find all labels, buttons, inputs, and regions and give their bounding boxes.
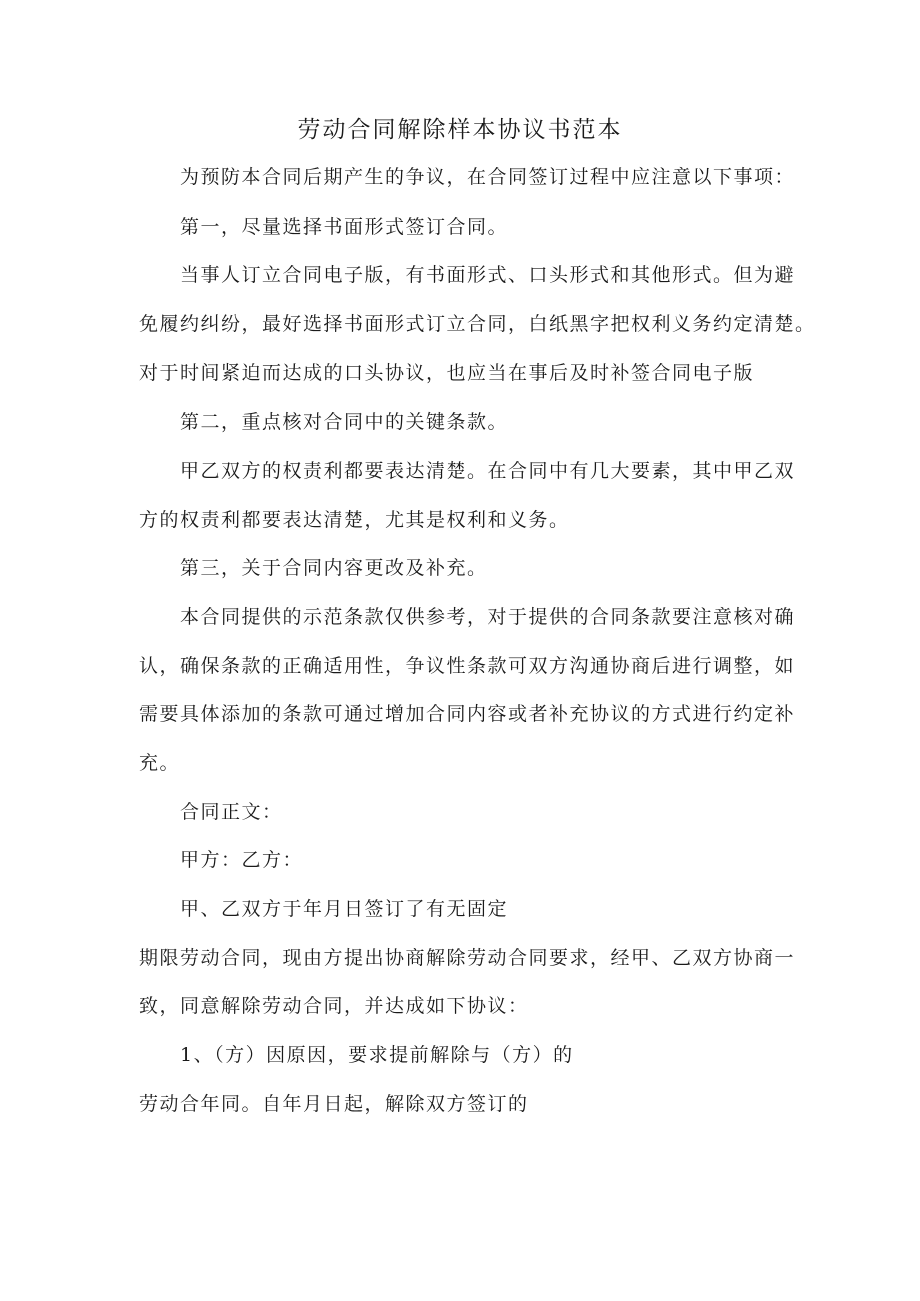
point-two-heading: 第二，重点核对合同中的关键条款。 (180, 411, 509, 433)
parties-line: 甲方：乙方： (180, 849, 304, 871)
paragraph-line: 认，确保条款的正确适用性，争议性条款可双方沟通协商后进行调整，如 (139, 655, 796, 677)
paragraph-line: 致，同意解除劳动合同，并达成如下协议： (139, 995, 529, 1017)
clause-item: 1、（方）因原因，要求提前解除与（方）的 (180, 1044, 574, 1066)
contract-body-heading: 合同正文： (180, 801, 283, 823)
point-three-heading: 第三，关于合同内容更改及补充。 (180, 557, 488, 579)
paragraph-line: 劳动合年同。自年月日起，解除双方签订的 (139, 1093, 529, 1115)
paragraph-line: 甲乙双方的权责利都要表达清楚。在合同中有几大要素，其中甲乙双 (180, 460, 796, 482)
paragraph-line: 本合同提供的示范条款仅供参考，对于提供的合同条款要注意核对确 (180, 606, 796, 628)
paragraph-line: 当事人订立合同电子版，有书面形式、口头形式和其他形式。但为避 (180, 264, 796, 286)
paragraph-line: 充。 (139, 752, 181, 774)
paragraph-line: 对于时间紧迫而达成的口头协议，也应当在事后及时补签合同电子版 (139, 362, 755, 384)
document-title: 劳动合同解除样本协议书范本 (297, 117, 623, 143)
paragraph-line: 需要具体添加的条款可通过增加合同内容或者补充协议的方式进行约定补 (139, 703, 796, 725)
paragraph-line: 期限劳动合同，现由方提出协商解除劳动合同要求，经甲、乙双方协商一 (139, 947, 796, 969)
paragraph-line: 方的权责利都要表达清楚，尤其是权利和义务。 (139, 509, 570, 531)
paragraph-line: 免履约纠纷，最好选择书面形式订立合同，白纸黑字把权利义务约定清楚。 (139, 313, 816, 335)
intro-line: 为预防本合同后期产生的争议，在合同签订过程中应注意以下事项： (180, 166, 796, 188)
paragraph-line: 甲、乙双方于年月日签订了有无固定 (180, 898, 509, 920)
point-one-heading: 第一，尽量选择书面形式签订合同。 (180, 216, 509, 238)
